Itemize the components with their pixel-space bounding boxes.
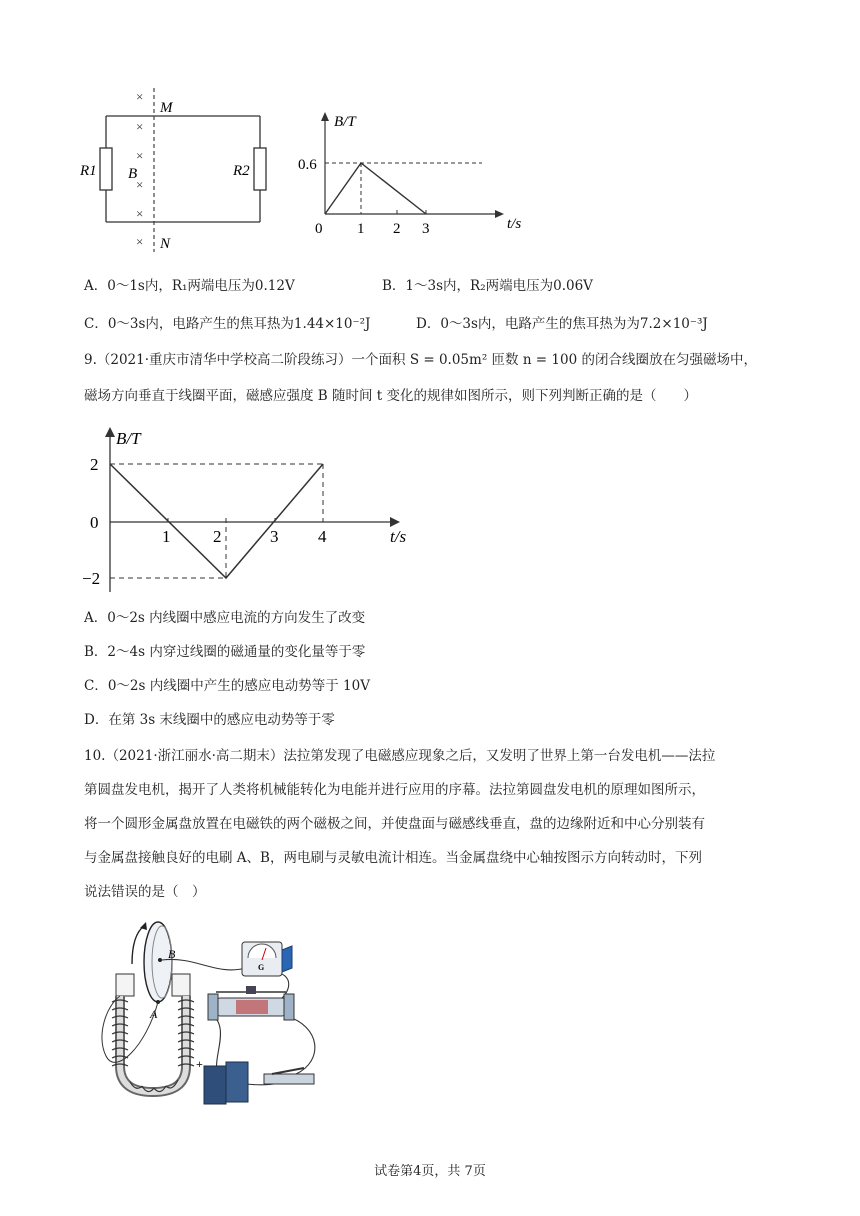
magnet-pole-right: [172, 974, 190, 996]
label-n: N: [160, 236, 171, 252]
svg-text:0: 0: [315, 221, 323, 237]
q9-option-a: A．0～2s 内线圈中感应电流的方向发生了改变: [84, 610, 366, 626]
q8-option-b: B．1～3s内，R₂两端电压为0.06V: [382, 278, 593, 294]
svg-text:×: ×: [136, 234, 144, 249]
q9-option-b: B．2～4s 内穿过线圈的磁通量的变化量等于零: [84, 644, 366, 660]
svg-text:2: 2: [213, 527, 222, 546]
b-curve-2: [110, 464, 323, 578]
svg-text:×: ×: [136, 148, 144, 163]
bt-graph-2: [80, 422, 430, 598]
svg-text:×: ×: [136, 89, 144, 104]
q10-line3: 将一个圆形金属盘放置在电磁铁的两个磁极之间，并使盘面与磁感线垂直，盘的边缘附近和中心分别装有: [84, 816, 705, 832]
svg-text:2: 2: [90, 455, 99, 474]
svg-text:+: +: [196, 1057, 203, 1071]
svg-text:t/s: t/s: [507, 216, 522, 232]
svg-text:4: 4: [318, 527, 327, 546]
q10-line1: 10.（2021·浙江丽水·高二期末）法拉第发现了电磁感应现象之后，又发明了世界上第一台发电机——法拉: [84, 748, 716, 764]
svg-text:1: 1: [357, 221, 365, 237]
q10-line4: 与金属盘接触良好的电刷 A、B，两电刷与灵敏电流计相连。当金属盘绕中心轴按图示方向转动时，下列: [84, 850, 702, 866]
q8-option-a: A．0～1s内，R₁两端电压为0.12V: [84, 278, 295, 294]
svg-text:3: 3: [422, 221, 430, 237]
switch: [264, 1068, 314, 1084]
circuit-figure: [70, 86, 280, 256]
svg-text:G: G: [258, 963, 265, 972]
svg-text:×: ×: [136, 119, 144, 134]
b-curve-1: [325, 163, 426, 214]
svg-text:0: 0: [90, 513, 99, 532]
q10-line2: 第圆盘发电机，揭开了人类将机械能转化为电能并进行应用的序幕。法拉第圆盘发电机的原理如图所示，: [84, 782, 705, 798]
bt-graph-1: [290, 108, 530, 240]
svg-text:×: ×: [136, 206, 144, 221]
resistor-r1: [100, 148, 112, 190]
svg-text:1: 1: [162, 527, 171, 546]
svg-text:B/T: B/T: [116, 429, 141, 448]
svg-text:A: A: [150, 1007, 158, 1021]
q8-option-c: C．0～3s内，电路产生的焦耳热为1.44×10⁻²J: [84, 316, 371, 332]
page-footer: 试卷第4页，共 7页: [374, 1164, 486, 1179]
svg-text:B: B: [168, 947, 176, 961]
battery: [196, 1057, 248, 1104]
galvanometer: [242, 942, 292, 976]
svg-text:×: ×: [136, 177, 144, 192]
q10-line5: 说法错误的是（ ）: [84, 884, 206, 900]
q9-option-c: C．0～2s 内线圈中产生的感应电动势等于 10V: [84, 678, 370, 694]
faraday-disk-figure: [96, 916, 336, 1116]
svg-text:0.6: 0.6: [298, 157, 317, 173]
svg-text:2: 2: [393, 221, 401, 237]
q8-option-d: D．0～3s内，电路产生的焦耳热为为7.2×10⁻³J: [416, 316, 708, 332]
q9-option-d: D．在第 3s 末线圈中的感应电动势等于零: [84, 712, 335, 728]
magnet-pole-left: [116, 974, 134, 996]
label-m: M: [160, 100, 173, 116]
label-r1: R1: [80, 163, 97, 179]
svg-text:3: 3: [270, 527, 279, 546]
rheostat: [208, 986, 294, 1020]
q9-stem-line2: 磁场方向垂直于线圈平面，磁感应强度 B 随时间 t 变化的规律如图所示，则下列判断正确的是（ ）: [84, 388, 698, 404]
label-r2: R2: [233, 163, 250, 179]
q9-stem-line1: 9.（2021·重庆市清华中学校高二阶段练习）一个面积 S = 0.05m² 匝数 n = 100 的闭合线圈放在匀强磁场中，: [84, 352, 757, 368]
svg-text:t/s: t/s: [390, 527, 407, 546]
resistor-r2: [254, 148, 266, 190]
label-b-field: B: [128, 166, 138, 182]
svg-text:B/T: B/T: [334, 114, 356, 130]
svg-text:−2: −2: [82, 569, 101, 588]
